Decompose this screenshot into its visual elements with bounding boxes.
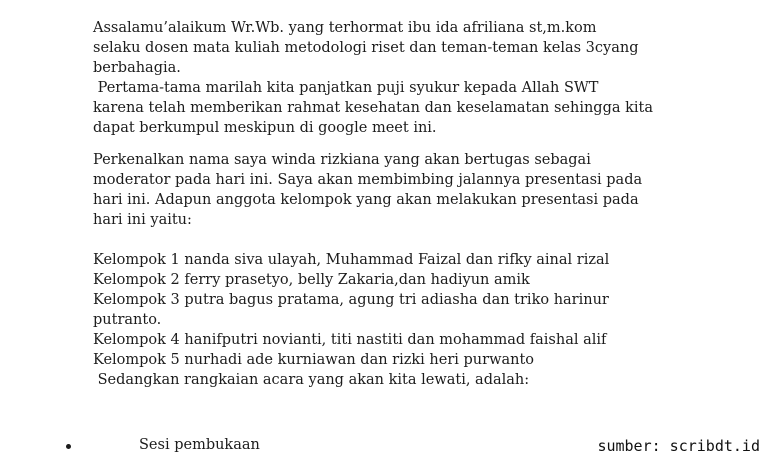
document-body: [93, 18, 693, 390]
text-line: berbahagia.: [93, 60, 181, 76]
text-line: selaku dosen mata kuliah metodologi riset dan teman-teman kelas 3cyang: [93, 40, 639, 56]
text-line: Pertama-tama marilah kita panjatkan puji syukur kepada Allah SWT: [93, 80, 599, 96]
source-watermark: sumber: scribdt.id: [597, 437, 760, 455]
bullet-item-text: Sesi pembukaan: [139, 437, 260, 453]
bullet-list-item: [60, 437, 560, 457]
text-line: hari ini yaitu:: [93, 212, 192, 228]
text-line: Sedangkan rangkaian acara yang akan kita lewati, adalah:: [93, 372, 530, 388]
paragraph-gratitude: [93, 78, 693, 138]
paragraph-introduction: [93, 150, 693, 230]
text-line: Kelompok 3 putra bagus pratama, agung tri adiasha dan triko harinur: [93, 292, 609, 308]
paragraph-spacer: [93, 230, 693, 250]
paragraph-spacer: [93, 138, 693, 150]
text-line: Perkenalkan nama saya winda rizkiana yang akan bertugas sebagai: [93, 152, 591, 168]
text-line: Kelompok 1 nanda siva ulayah, Muhammad Faizal dan rifky ainal rizal: [93, 252, 610, 268]
paragraph-greeting: [93, 18, 693, 78]
text-line: Kelompok 5 nurhadi ade kurniawan dan rizki heri purwanto: [93, 352, 535, 368]
text-line: hari ini. Adapun anggota kelompok yang akan melakukan presentasi pada: [93, 192, 639, 208]
text-line: moderator pada hari ini. Saya akan membimbing jalannya presentasi pada: [93, 172, 643, 188]
paragraph-group-list: [93, 250, 693, 390]
text-line: putranto.: [93, 312, 162, 328]
text-line: Kelompok 2 ferry prasetyo, belly Zakaria,dan hadiyun amik: [93, 272, 530, 288]
bullet-icon: [66, 444, 71, 449]
text-line: Kelompok 4 hanifputri novianti, titi nastiti dan mohammad faishal alif: [93, 332, 607, 348]
text-line: Assalamu’alaikum Wr.Wb. yang terhormat ibu ida afriliana st,m.kom: [93, 20, 597, 36]
text-line: dapat berkumpul meskipun di google meet ini.: [93, 120, 437, 136]
text-line: karena telah memberikan rahmat kesehatan dan keselamatan sehingga kita: [93, 100, 654, 116]
